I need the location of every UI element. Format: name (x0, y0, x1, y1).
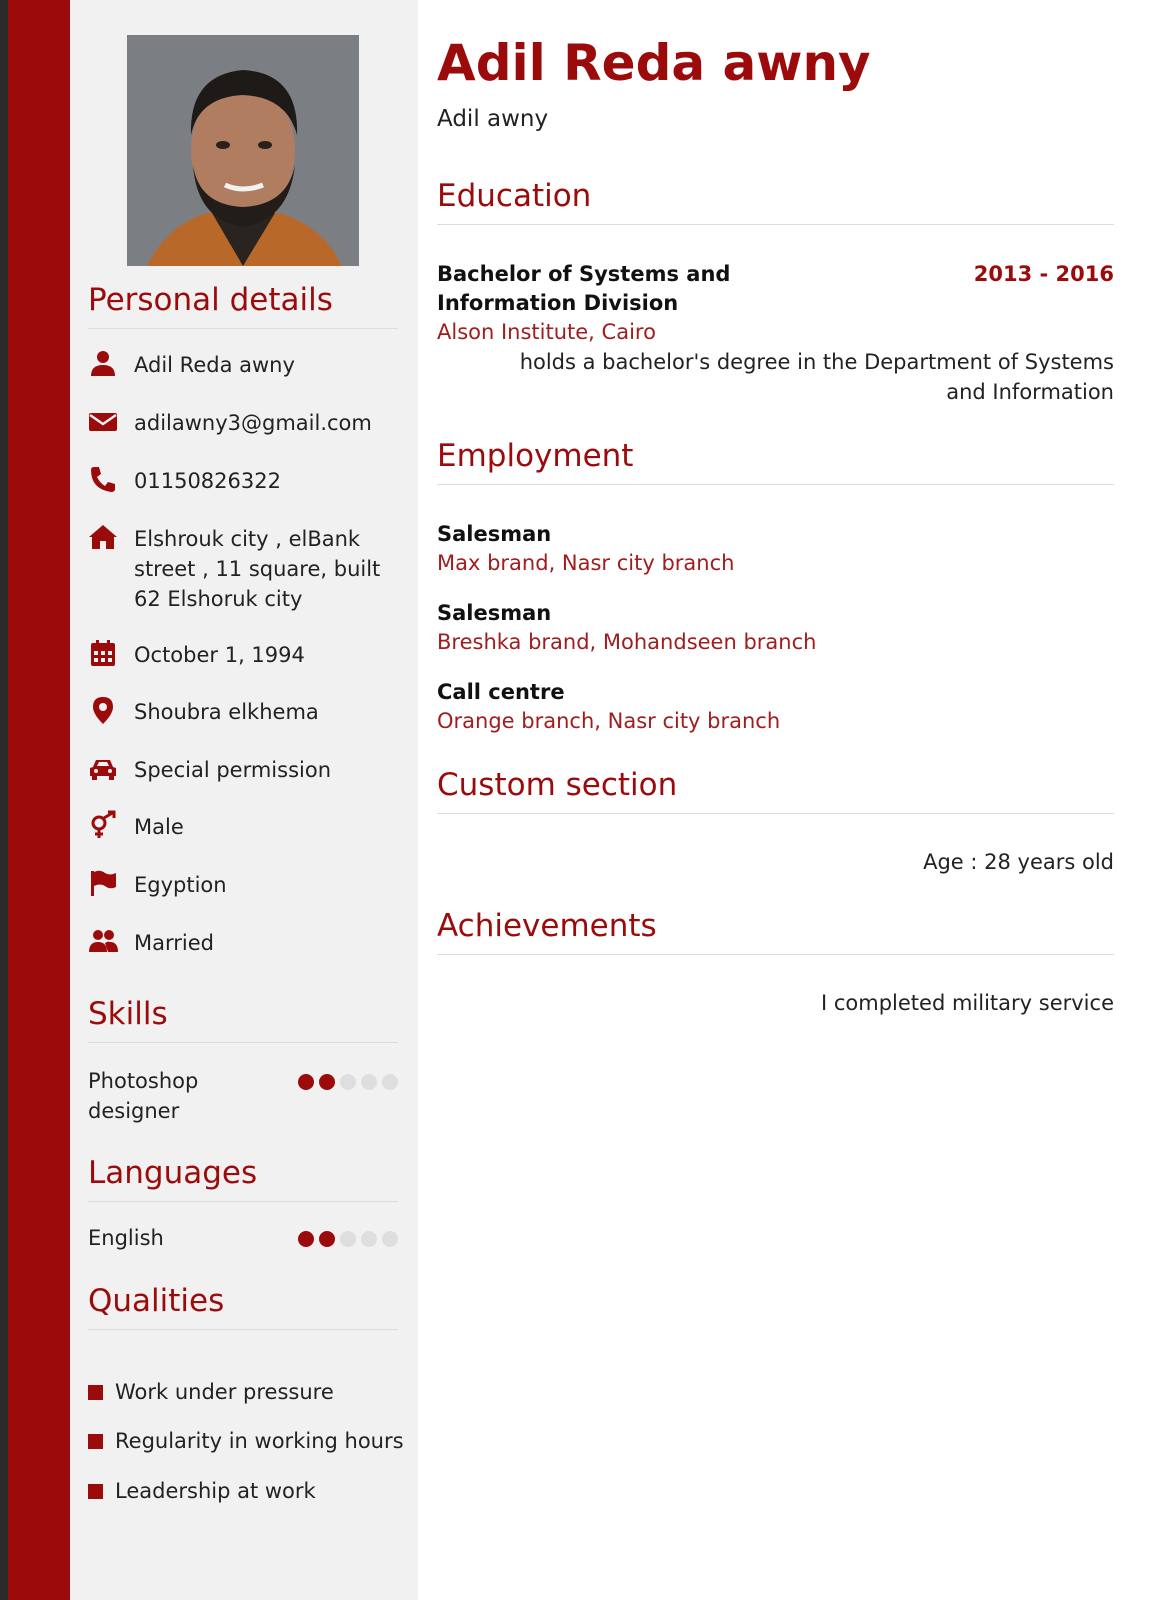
job-place: Orange branch, Nasr city branch (437, 709, 781, 733)
short-name: Adil awny (437, 106, 549, 132)
users-icon (88, 926, 118, 956)
detail-gender (88, 812, 408, 842)
quality-text: Regularity in working hours (115, 1429, 404, 1453)
full-name: Adil Reda awny (437, 34, 871, 92)
bullet-square-icon (88, 1434, 103, 1449)
job-role: Call centre (437, 680, 565, 704)
job-role: Salesman (437, 522, 552, 546)
languages-title: Languages (88, 1155, 398, 1202)
job-entry (437, 678, 1114, 736)
detail-license (88, 755, 408, 785)
job-role: Salesman (437, 601, 552, 625)
user-icon (88, 348, 118, 378)
detail-text: adilawny3@gmail.com (134, 411, 372, 435)
rating-dot (340, 1074, 356, 1090)
education-years: 2013 - 2016 (973, 262, 1114, 286)
detail-text: Married (134, 931, 214, 955)
envelope-icon (88, 406, 118, 436)
quality-item (88, 1429, 404, 1453)
personal-details-title: Personal details (88, 282, 398, 329)
detail-phone (88, 466, 408, 496)
job-place: Breshka brand, Mohandseen branch (437, 630, 817, 654)
rating-dot (340, 1231, 356, 1247)
achievements-title: Achievements (437, 908, 1114, 955)
quality-item (88, 1479, 316, 1503)
quality-item (88, 1380, 334, 1404)
employment-title: Employment (437, 438, 1114, 485)
skills-title: Skills (88, 996, 398, 1043)
education-entry (437, 260, 1114, 407)
education-degree: Bachelor of Systems and Information Division (437, 262, 731, 315)
detail-text: Male (134, 815, 184, 839)
rating-dot (298, 1231, 314, 1247)
skill-rating (298, 1074, 398, 1090)
achievements-text: I completed military service (821, 991, 1114, 1015)
detail-nationality (88, 870, 408, 900)
rating-dot (361, 1074, 377, 1090)
detail-text: Special permission (134, 758, 332, 782)
language-row (88, 1223, 398, 1253)
qualities-title: Qualities (88, 1283, 398, 1330)
detail-name (88, 350, 408, 380)
skill-name: Photoshop designer (88, 1069, 199, 1123)
education-title: Education (437, 178, 1114, 225)
rating-dot (361, 1231, 377, 1247)
flag-icon (88, 868, 118, 898)
rating-dot (298, 1074, 314, 1090)
detail-email (88, 408, 408, 438)
left-edge (0, 0, 8, 1600)
detail-text: Adil Reda awny (134, 353, 295, 377)
detail-address (88, 524, 408, 614)
detail-place (88, 697, 408, 727)
rating-dot (382, 1074, 398, 1090)
home-icon (88, 522, 118, 552)
education-school: Alson Institute, Cairo (437, 320, 656, 344)
detail-text: Elshrouk city , elBank street , 11 square, built 62 Elshoruk city (134, 527, 381, 611)
accent-bar (8, 0, 70, 1600)
custom-section-title: Custom section (437, 767, 1114, 814)
detail-text: Egyption (134, 873, 227, 897)
detail-text: 01150826322 (134, 469, 281, 493)
skill-row (88, 1066, 398, 1126)
detail-birthdate (88, 640, 408, 670)
profile-photo (127, 35, 359, 266)
language-name: English (88, 1226, 164, 1250)
rating-dot (319, 1231, 335, 1247)
quality-text: Work under pressure (115, 1380, 334, 1404)
job-entry (437, 520, 1114, 578)
car-icon (88, 753, 118, 783)
language-rating (298, 1231, 398, 1247)
quality-text: Leadership at work (115, 1479, 316, 1503)
calendar-icon (88, 638, 118, 668)
job-entry (437, 599, 1114, 657)
rating-dot (382, 1231, 398, 1247)
detail-marital (88, 928, 408, 958)
detail-text: Shoubra elkhema (134, 700, 319, 724)
job-place: Max brand, Nasr city branch (437, 551, 735, 575)
custom-section-text: Age : 28 years old (923, 850, 1114, 874)
location-pin-icon (88, 695, 118, 725)
phone-icon (88, 464, 118, 494)
gender-icon (88, 810, 118, 840)
rating-dot (319, 1074, 335, 1090)
detail-text: October 1, 1994 (134, 643, 305, 667)
education-description: holds a bachelor's degree in the Department of Systems and Information (519, 350, 1114, 404)
bullet-square-icon (88, 1484, 103, 1499)
bullet-square-icon (88, 1385, 103, 1400)
